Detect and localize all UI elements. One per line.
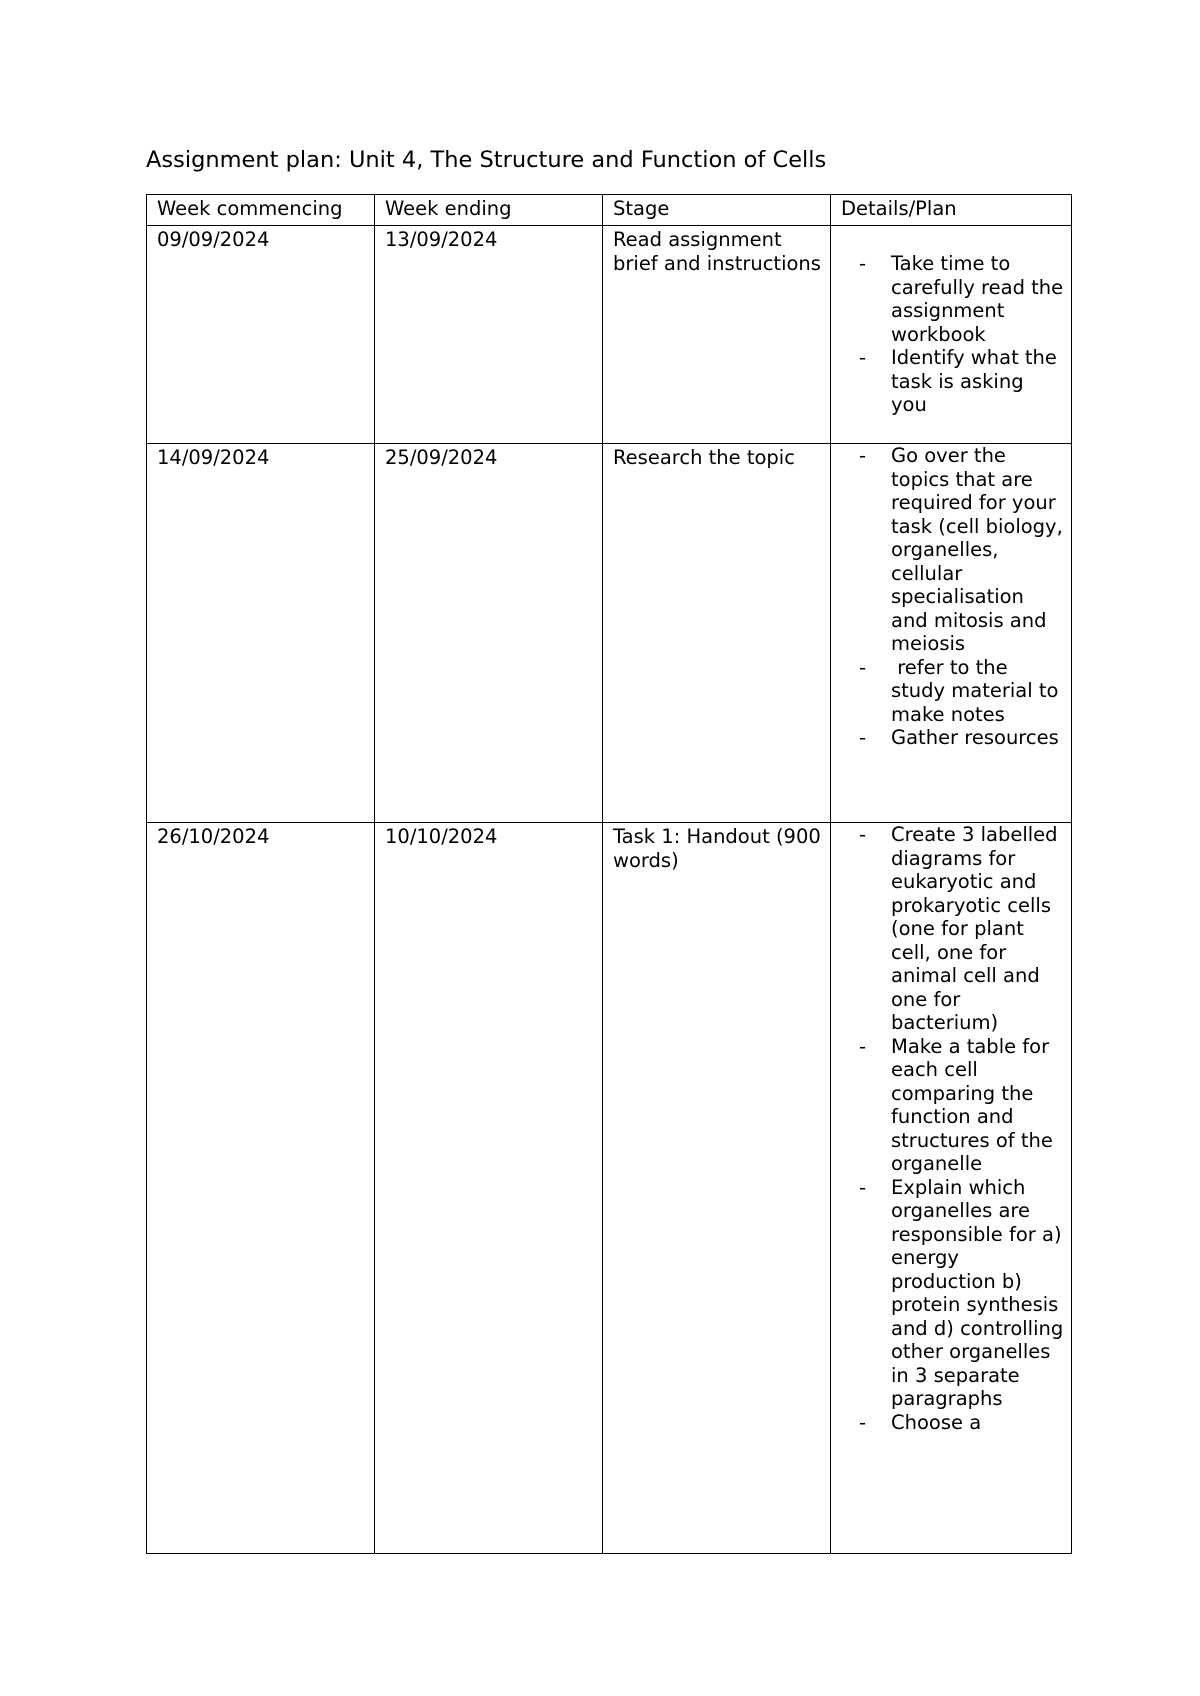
table-header-row	[147, 195, 1072, 226]
list-item: - Identify what the task is asking you	[859, 346, 1057, 416]
dash-bullet: -	[859, 444, 867, 467]
dash-bullet: -	[859, 1175, 867, 1199]
week-ending-cell: 10/10/2024	[375, 823, 603, 1554]
stage-cell: Task 1: Handout (900 words)	[603, 823, 831, 1554]
table-row	[147, 444, 1072, 823]
header-details-plan: Details/Plan	[831, 195, 1072, 226]
list-item: - Go over the topics that are required for your task (cell biology, organelles, cellular specialisation and mitosis and meiosis	[859, 444, 1063, 655]
details-cell	[831, 226, 1072, 444]
list-item: - refer to the study material to make notes	[859, 655, 1065, 726]
dash-bullet: -	[859, 1410, 867, 1434]
table-row	[147, 226, 1072, 444]
dash-bullet: -	[859, 726, 867, 749]
dash-bullet: -	[859, 252, 867, 275]
dash-bullet: -	[859, 823, 867, 846]
details-list	[841, 823, 1065, 1434]
week-commencing-cell: 14/09/2024	[147, 444, 375, 823]
page-title: Assignment plan: Unit 4, The Structure and Function of Cells	[146, 147, 827, 173]
list-item: - Gather resources	[859, 726, 1059, 749]
list-item: - Create 3 labelled diagrams for eukaryotic and prokaryotic cells (one for plant cell, one for animal cell and one for bacterium)	[859, 823, 1058, 1034]
week-commencing-cell: 26/10/2024	[147, 823, 375, 1554]
stage-cell: Research the topic	[603, 444, 831, 823]
list-item: - Take time to carefully read the assignment workbook	[859, 252, 1064, 346]
dash-bullet: -	[859, 346, 867, 369]
stage-cell: Read assignment brief and instructions	[603, 226, 831, 444]
table-row	[147, 823, 1072, 1554]
week-commencing-cell: 09/09/2024	[147, 226, 375, 444]
header-week-commencing: Week commencing	[147, 195, 375, 226]
details-list	[841, 444, 1065, 750]
list-item: - Choose a	[859, 1410, 982, 1434]
details-list	[841, 252, 1065, 417]
details-cell	[831, 444, 1072, 823]
assignment-plan-table	[146, 194, 1072, 1554]
dash-bullet: -	[859, 1034, 867, 1058]
week-ending-cell: 13/09/2024	[375, 226, 603, 444]
list-item: - Make a table for each cell comparing the function and structures of the organelle	[859, 1034, 1053, 1175]
list-item: - Explain which organelles are responsible for a) energy production b) protein synthesis and d) controlling other organelles in 3 separate paragraphs	[859, 1175, 1064, 1410]
week-ending-cell: 25/09/2024	[375, 444, 603, 823]
dash-bullet: -	[859, 655, 867, 679]
header-week-ending: Week ending	[375, 195, 603, 226]
header-stage: Stage	[603, 195, 831, 226]
details-cell	[831, 823, 1072, 1554]
